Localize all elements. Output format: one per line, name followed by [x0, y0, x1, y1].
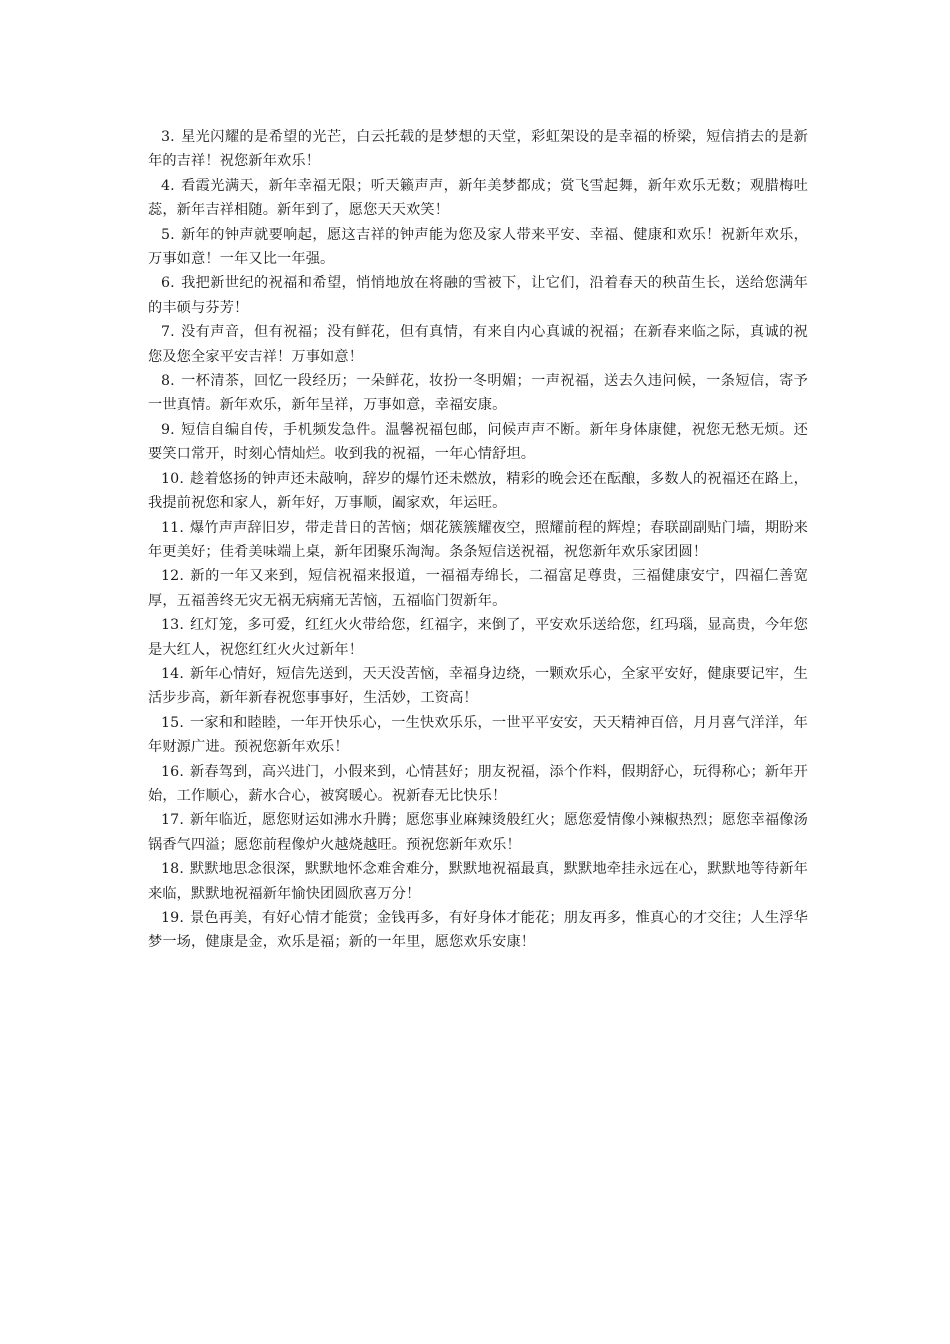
list-item: [148, 906, 808, 955]
item-text: 一家和和睦睦，一年开快乐心，一生快欢乐乐，一世平平安安，天天精神百倍，月月喜气洋洋，年年财源广进。预祝您新年欢乐！: [148, 714, 808, 756]
list-item: [148, 760, 808, 809]
item-number: 5.: [161, 226, 175, 243]
list-item: [148, 662, 808, 711]
list-item: [148, 320, 808, 369]
list-item: [148, 418, 808, 467]
list-item: [148, 564, 808, 613]
item-text: 爆竹声声辞旧岁，带走昔日的苦恼；烟花簇簇耀夜空，照耀前程的辉煌；春联副副贴门墙，期盼来年更美好；佳肴美味端上桌，新年团聚乐淘淘。条条短信送祝福，祝您新年欢乐家团圆！: [148, 519, 808, 560]
list-item: [148, 125, 808, 174]
item-text: 新年临近，愿您财运如沸水升腾；愿您事业麻辣烫般红火；愿您爱情像小辣椒热烈；愿您幸福像汤锅香气四溢；愿您前程像炉火越烧越旺。预祝您新年欢乐！: [148, 812, 808, 853]
item-number: 15.: [161, 714, 185, 731]
item-number: 14.: [161, 665, 185, 682]
item-number: 17.: [161, 812, 185, 829]
list-item: [148, 271, 808, 320]
list-item: [148, 223, 808, 272]
item-number: 6.: [161, 275, 175, 292]
item-number: 10.: [161, 470, 185, 487]
item-number: 8.: [161, 373, 175, 390]
list-item: [148, 516, 808, 565]
list-item: [148, 369, 808, 418]
item-text: 短信自编自传，手机频发急件。温馨祝福包邮，问候声声不断。新年身体康健，祝您无愁无烦。还要笑口常开，时刻心情灿烂。收到我的祝福，一年心情舒坦。: [148, 421, 808, 463]
item-text: 新的一年又来到，短信祝福来报道，一福福寿绵长，二福富足尊贵，三福健康安宁，四福仁善宽厚，五福善终无灾无祸无病痛无苦恼，五福临门贺新年。: [148, 568, 808, 609]
item-text: 景色再美，有好心情才能赏；金钱再多，有好身体才能花；朋友再多，惟真心的才交往；人生浮华梦一场，健康是金，欢乐是福；新的一年里，愿您欢乐安康！: [148, 910, 808, 951]
item-number: 11.: [161, 519, 185, 536]
item-number: 3.: [161, 129, 175, 145]
item-text: 看霞光满天，新年幸福无限；听天籁声声，新年美梦都成；赏飞雪起舞，新年欢乐无数；观腊梅吐蕊，新年吉祥相随。新年到了，愿您天天欢笑！: [148, 177, 808, 219]
item-number: 16.: [161, 763, 185, 780]
item-number: 19.: [161, 910, 185, 926]
list-item: [148, 808, 808, 857]
item-text: 红灯笼，多可爱，红红火火带给您，红福字，来倒了，平安欢乐送给您，红玛瑙，显高贵，今年您是大红人，祝您红红火火过新年！: [148, 617, 808, 658]
list-item: [148, 467, 808, 516]
item-text: 新春驾到，高兴进门，小假来到，心情甚好；朋友祝福，添个作料，假期舒心，玩得称心；新年开始，工作顺心，薪水合心，被窝暖心。祝新春无比快乐！: [148, 763, 808, 804]
item-number: 12.: [161, 568, 185, 585]
item-number: 13.: [161, 617, 185, 634]
item-number: 9.: [161, 421, 175, 438]
item-text: 新年的钟声就要响起，愿这吉祥的钟声能为您及家人带来平安、幸福、健康和欢乐！祝新年欢乐，万事如意！一年又比一年强。: [148, 226, 808, 268]
list-item: [148, 613, 808, 662]
item-text: 默默地思念很深，默默地怀念难舍难分，默默地祝福最真，默默地牵挂永远在心，默默地等待新年来临，默默地祝福新年愉快团圆欣喜万分！: [148, 861, 808, 902]
list-item: [148, 711, 808, 760]
item-text: 新年心情好，短信先送到，天天没苦恼，幸福身边绕，一颗欢乐心，全家平安好，健康要记牢，生活步步高，新年新春祝您事事好，生活妙，工资高！: [148, 665, 808, 707]
list-item: [148, 174, 808, 223]
item-number: 7.: [161, 324, 175, 341]
document-page: [148, 125, 808, 955]
item-text: 我把新世纪的祝福和希望，悄悄地放在将融的雪被下，让它们，沿着春天的秧苗生长，送给您满年的丰硕与芬芳！: [148, 275, 808, 316]
item-number: 18.: [161, 861, 185, 878]
list-item: [148, 857, 808, 906]
item-number: 4.: [161, 177, 175, 194]
item-text: 星光闪耀的是希望的光芒，白云托载的是梦想的天堂，彩虹架设的是幸福的桥梁，短信捎去的是新年的吉祥！祝您新年欢乐！: [148, 129, 808, 170]
item-text: 趁着悠扬的钟声还未敲响，辞岁的爆竹还未燃放，精彩的晚会还在酝酿，多数人的祝福还在路上，我提前祝您和家人，新年好，万事顺，阖家欢，年运旺。: [148, 470, 808, 512]
item-text: 没有声音，但有祝福；没有鲜花，但有真情，有来自内心真诚的祝福；在新春来临之际，真诚的祝您及您全家平安吉祥！万事如意！: [148, 324, 808, 365]
item-text: 一杯清茶，回忆一段经历；一朵鲜花，妆扮一冬明媚；一声祝福，送去久违问候，一条短信，寄予一世真情。新年欢乐，新年呈祥，万事如意，幸福安康。: [148, 373, 808, 414]
